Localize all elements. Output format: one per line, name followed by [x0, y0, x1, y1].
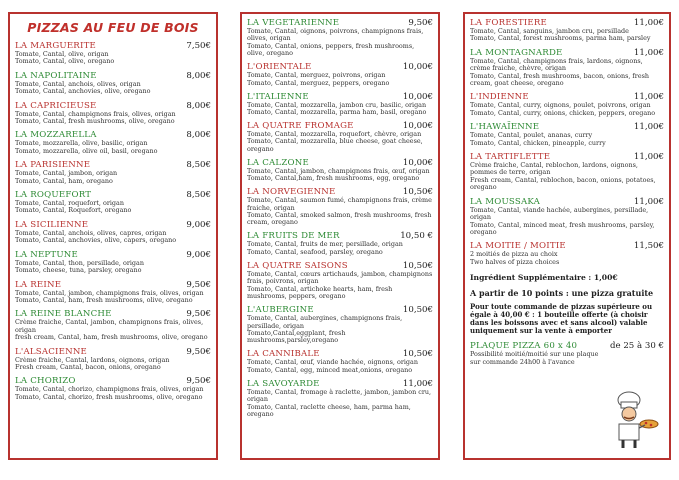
menu-item-la-sicilienne	[15, 220, 211, 245]
item-name: LA ROQUEFORT	[15, 190, 92, 201]
item-description-en: fresh cream, Cantal, ham, fresh mushrooms, olive, oregano	[15, 333, 208, 342]
item-description-en: Tomato, cheese, tuna, parsley, oregano	[15, 266, 142, 275]
item-description-fr: Tomate, Cantal, poulet, ananas, curry	[470, 131, 593, 140]
item-description-en: Tomato, mozzarella, olive oil, basil, oregano	[15, 146, 158, 155]
item-name: LA FRUITS DE MER	[247, 231, 340, 242]
item-description-en: Tomato, Cantal, Roquefort, oregano	[15, 206, 132, 215]
item-description-en: Tomato, Cantal, smoked salmon, fresh mushrooms, fresh cream, oregano	[247, 211, 432, 227]
item-description-fr: Tomate, Cantal, fromage à raclette, jambon, jambon cru, origan	[247, 387, 432, 404]
item-name: L'ALSACIENNE	[15, 346, 88, 357]
item-name: LA MOITIE / MOITIE	[470, 241, 566, 252]
item-description-fr: Tomate, Cantal, champignons frais, lardons, oignons, crème fraiche, chèvre, origan	[470, 56, 643, 73]
item-description-en: Tomato, Cantal, chorizo, fresh mushrooms, olive, oregano	[15, 392, 203, 401]
menu-item-la-quatre-fromage	[247, 121, 433, 153]
item-description-fr: Tomate, Cantal, aubergines, champignons frais, persillade, origan	[247, 314, 403, 330]
item-description-fr: Tomate, Cantal, saumon fumé, champignons frais, crème fraiche, origan	[247, 196, 432, 212]
pizza-list-2	[247, 18, 433, 418]
item-description-en: Fresh cream, Cantal, reblochon, bacon, onions, potatoes, oregano	[470, 175, 656, 192]
item-name: LA CAPRICIEUSE	[15, 100, 97, 111]
loyalty-points-info: A partir de 10 points : une pizza gratuite	[470, 287, 654, 298]
pizza-chef-icon	[607, 388, 659, 450]
item-description-fr: Tomate, Cantal, roquefort, origan	[15, 199, 124, 208]
item-name: LA NAPOLITAINE	[15, 70, 97, 81]
item-description-en: Tomato, Cantal, onions, peppers, fresh mushrooms, olive, oregano	[247, 41, 415, 58]
menu-item-l-italienne	[247, 92, 433, 117]
supplement-info: Ingrédient Supplémentaire : 1,00€	[470, 273, 618, 283]
item-price: 10,00€	[402, 62, 433, 73]
item-name: L'ITALIENNE	[247, 91, 309, 102]
item-name: LA VEGETARIENNE	[247, 18, 340, 28]
item-description-fr: Crème fraiche, Cantal, reblochon, lardons, oignons, pommes de terre, origan	[470, 161, 638, 177]
item-description-fr: Tomate, Cantal, mozzarella, jambon cru, basilic, origan	[247, 100, 427, 109]
item-description-fr: Tomate, Cantal, fruits de mer, persillade, origan	[247, 240, 403, 249]
item-price: 10,50 €	[400, 231, 433, 242]
item-name: LA FORESTIERE	[470, 18, 548, 28]
menu-item-l-aubergine	[247, 305, 433, 345]
item-description-en: Tomato, Cantal, anchovies, olive, oregano	[15, 87, 151, 96]
menu-item-la-savoyarde	[247, 379, 433, 419]
item-price: 8,00€	[186, 130, 211, 141]
item-price: 7,50€	[186, 41, 211, 51]
item-name: LA MONTAGNARDE	[470, 47, 563, 58]
item-description-fr: Tomate, Cantal, curry, oignons, poulet, poivrons, origan	[470, 101, 651, 110]
menu-item-la-mozzarella	[15, 130, 211, 155]
item-name: LA SICILIENNE	[15, 219, 89, 230]
item-price: 9,00€	[186, 219, 211, 230]
item-name: LA NORVEGIENNE	[247, 187, 336, 198]
menu-column-1	[8, 12, 218, 460]
item-description-en: Tomato, Cantal, ham, oregano	[15, 176, 113, 185]
item-description-en: Tomato, Cantal, mozzarella, parma ham, basil, oregano	[247, 108, 427, 117]
menu-item-l-indienne	[470, 92, 664, 117]
item-description-en: Tomato, Cantal, artichoke hearts, ham, fresh mushrooms, peppers, oregano	[247, 284, 393, 301]
item-description-fr: Tomate, Cantal, viande hachée, aubergines, persillade, origan	[470, 205, 649, 222]
item-name: LA MOUSSAKA	[470, 196, 541, 207]
menu-column-2	[240, 12, 440, 460]
item-description-en: Two halves of pizza choices	[470, 257, 560, 266]
item-description-en: Tomato, Cantal, ham, fresh mushrooms, olive, oregano	[15, 295, 193, 304]
menu-item-la-reine	[15, 280, 211, 305]
item-name: LA QUATRE FROMAGE	[247, 121, 354, 132]
item-description-en: Tomato, Cantal, raclette cheese, ham, parma ham, oregano	[247, 402, 411, 418]
item-price: 9,00€	[186, 249, 211, 260]
menu-item-la-fruits-de-mer	[247, 231, 433, 256]
menu-item-la-vegetarienne	[247, 18, 433, 58]
item-description-fr: Crème fraiche, Cantal, jambon, champignons frais, olives, origan	[15, 318, 204, 334]
item-name: LA MOZZARELLA	[15, 130, 97, 141]
item-description-fr: Tomate, Cantal, œuf, viande hachée, oignons, origan	[247, 358, 418, 367]
menu-item-la-tartiflette	[470, 152, 664, 192]
menu-item-la-capricieuse	[15, 101, 211, 126]
item-description-fr: Tomate, Cantal, jambon, champignons frais, olives, origan	[15, 288, 204, 297]
item-price: 9,50€	[186, 309, 211, 320]
item-description-en: Tomato, Cantal, anchovies, olive, capers, oregano	[15, 236, 177, 245]
menu-item-la-norvegienne	[247, 187, 433, 227]
item-description-en: Tomato, Cantal, forest mushrooms, parma ham, parsley	[470, 34, 651, 43]
item-price: 8,00€	[186, 70, 211, 81]
item-description-en: Tomato, Cantal,ham, fresh mushrooms, egg, oregano	[247, 174, 420, 183]
item-description-fr: Tomate, Cantal, anchois, olives, origan	[15, 79, 141, 88]
item-name: L'HAWAÏENNE	[470, 122, 540, 133]
menu-item-la-montagnarde	[470, 48, 664, 88]
item-price: 10,50€	[402, 349, 433, 360]
item-description-fr: Tomate, Cantal, thon, persillade, origan	[15, 258, 144, 267]
menu-item-la-forestiere	[470, 18, 664, 43]
item-price: 8,50€	[186, 160, 211, 171]
item-name: L'ORIENTALE	[247, 62, 312, 73]
plaque-line-2: sur commande 24h00 à l'avance	[470, 357, 575, 366]
menu-item-la-calzone	[247, 158, 433, 183]
menu-item-la-quatre-saisons	[247, 261, 433, 301]
item-price: 10,50€	[402, 305, 433, 316]
item-price: 11,00€	[633, 152, 664, 163]
item-description-fr: 2 moitiés de pizza au choix	[470, 250, 558, 259]
item-description-en: Tomato, Cantal, fresh mushrooms, bacon, onions, fresh cream, goat cheese, oregano	[470, 71, 650, 88]
item-description-en: Tomato, Cantal, fresh mushrooms, olive, oregano	[15, 117, 175, 126]
pizza-list-3	[470, 18, 664, 266]
item-description-en: Tomato, Cantal, minced meat, fresh mushrooms, parsley, oregano	[470, 220, 655, 236]
item-description-en: Tomato, Cantal, olive, oregano	[15, 57, 115, 66]
menu-item-l-alsacienne	[15, 347, 211, 372]
item-description-en: Tomato, Cantal, curry, onions, chicken, peppers, oregano	[470, 108, 656, 117]
item-price: 11,00€	[633, 92, 664, 103]
item-price: 11,00€	[633, 196, 664, 207]
item-price: 9,50€	[408, 18, 433, 28]
item-price: 10,50€	[402, 260, 433, 271]
item-description-en: Tomato, Cantal, merguez, peppers, oregano	[247, 78, 390, 87]
item-name: LA PARISIENNE	[15, 160, 91, 171]
item-description-fr: Crème fraiche, Cantal, lardons, oignons, origan	[15, 355, 170, 364]
item-description-fr: Tomate, Cantal, cœurs artichauds, jambon, champignons frais, poivrons, origan	[247, 269, 433, 286]
item-name: L'INDIENNE	[470, 92, 529, 103]
item-description-fr: Tomate, Cantal, chorizo, champignons frais, olives, origan	[15, 385, 204, 394]
item-price: 9,50€	[186, 376, 211, 387]
menu-item-la-moitie-moitie	[470, 241, 664, 266]
item-name: LA SAVOYARDE	[247, 378, 320, 389]
item-name: LA QUATRE SAISONS	[247, 260, 348, 271]
item-price: 10,00€	[402, 91, 433, 102]
menu-item-l-orientale	[247, 62, 433, 87]
item-price: 10,00€	[402, 157, 433, 168]
pizza-list-1	[15, 41, 211, 401]
item-price: 10,00€	[402, 121, 433, 132]
item-name: LA CALZONE	[247, 157, 309, 168]
item-description-en: Tomato, Cantal, chicken, pineapple, curry	[470, 138, 606, 147]
menu-item-la-neptune	[15, 250, 211, 275]
plaque-line-1: Possibilité moitié/moitié sur une plaque	[470, 350, 599, 359]
item-description-fr: Tomate, mozzarella, olive, basilic, origan	[15, 139, 148, 148]
item-price: 11,00€	[633, 47, 664, 58]
menu-item-la-cannibale	[247, 349, 433, 374]
item-price: 11,00€	[633, 18, 664, 28]
menu-column-3	[463, 12, 671, 460]
free-bottle-offer: Pour toute commande de pizzas supérieure ou égale à 40,00 € : 1 bouteille offerte (à choisir dans les boissons avec et sans alcool) valable uniquement sur la vente à emporter	[470, 302, 653, 336]
item-name: LA MARGUERITE	[15, 41, 96, 51]
menu-item-la-reine-blanche	[15, 309, 211, 341]
item-name: LA REINE	[15, 279, 62, 290]
item-description-fr: Tomate, Cantal, champignons frais, olives, origan	[15, 109, 176, 118]
menu-item-la-marguerite	[15, 41, 211, 66]
item-price: 8,50€	[186, 190, 211, 201]
item-description-en: Fresh cream, Cantal, bacon, onions, oregano	[15, 362, 161, 371]
menu-item-la-chorizo	[15, 376, 211, 401]
item-price: 9,50€	[186, 346, 211, 357]
item-price: 8,00€	[186, 100, 211, 111]
plaque-price: de 25 à 30 €	[610, 341, 664, 352]
item-description-fr: Tomate, Cantal, jambon, champignons frais, œuf, origan	[247, 166, 430, 175]
item-description-fr: Tomate, Cantal, oignons, poivrons, champignons frais, olives, origan	[247, 27, 424, 43]
item-name: L'AUBERGINE	[247, 305, 314, 316]
item-name: LA TARTIFLETTE	[470, 152, 551, 163]
plaque-name: PLAQUE PIZZA 60 x 40	[470, 341, 578, 352]
item-description-fr: Tomate, Cantal, sanguins, jambon cru, persillade	[470, 27, 629, 35]
menu-item-la-moussaka	[470, 197, 664, 237]
item-price: 11,00€	[402, 378, 433, 389]
item-name: LA REINE BLANCHE	[15, 309, 112, 320]
item-description-en: Tomato,Cantal,eggplant, fresh mushrooms,parsley,oregano	[247, 328, 346, 345]
item-price: 10,50€	[402, 187, 433, 198]
item-price: 11,50€	[633, 241, 664, 252]
plaque-pizza	[470, 341, 664, 366]
menu-item-la-roquefort	[15, 190, 211, 215]
item-name: LA CHORIZO	[15, 376, 76, 387]
menu-item-la-napolitaine	[15, 71, 211, 96]
item-description-fr: Tomate, Cantal, merguez, poivrons, origan	[247, 71, 386, 80]
item-price: 9,50€	[186, 279, 211, 290]
item-description-fr: Tomate, Cantal, olive, origan	[15, 50, 109, 58]
item-name: LA NEPTUNE	[15, 249, 78, 260]
item-price: 11,00€	[633, 122, 664, 133]
menu-title: PIZZAS AU FEU DE BOIS	[27, 20, 199, 35]
menu-item-l-hawaienne	[470, 122, 664, 147]
item-description-fr: Tomate, Cantal, mozzarella, roquefort, chèvre, origan	[247, 130, 422, 139]
item-description-fr: Tomate, Cantal, anchois, olives, capres, origan	[15, 228, 167, 237]
item-name: LA CANNIBALE	[247, 349, 320, 360]
item-description-en: Tomato, Cantal, egg, minced meat,onions, oregano	[247, 365, 413, 374]
menu-item-la-parisienne	[15, 160, 211, 185]
item-description-en: Tomato, Cantal, seafood, parsley, oregano	[247, 247, 383, 256]
item-description-fr: Tomate, Cantal, jambon, origan	[15, 169, 118, 178]
item-description-en: Tomato, Cantal, mozzarella, blue cheese, goat cheese, oregano	[247, 137, 423, 153]
